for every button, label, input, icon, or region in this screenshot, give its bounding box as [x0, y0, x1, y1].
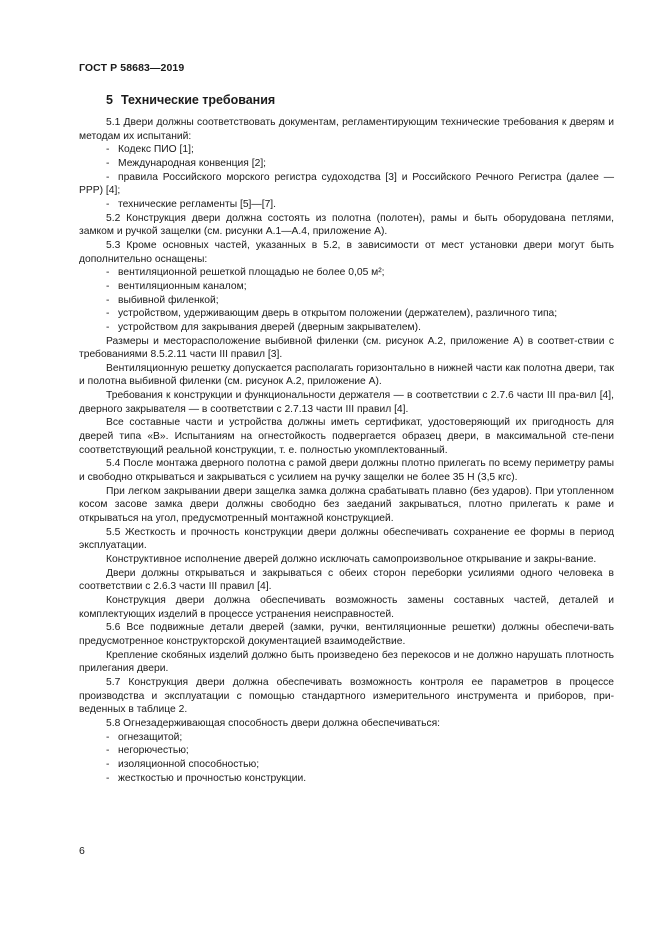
dash-bullet: - [106, 294, 110, 306]
paragraph: Двери должны открываться и закрываться с обеих сторон переборки усилиями одного человека в соответствии с 2.6.3 части III правил [4]. [79, 567, 614, 593]
paragraph-5-6: 5.6 Все подвижные детали дверей (замки, ручки, вентиляционные решетки) должны обеспечи-вать предусмотренное конструкторской документацией взаимодействие. [79, 622, 614, 647]
paragraph-5-2: 5.2 Конструкция двери должна состоять из полотна (полотен), рамы и быть оборудована петлями, замком и ручкой защелки (см. рисунки А.1—А.4, приложение А). [79, 212, 614, 238]
list-item [79, 758, 614, 772]
standard-header: ГОСТ Р 58683—2019 [79, 62, 185, 74]
paragraph: Вентиляционную решетку допускается располагать горизонтально в нижней части как полотна двери, так и полотна выбивной филенки (см. рисунок А.2, приложение А). [79, 362, 614, 388]
list-item-text: технические регламенты [5]—[7]. [118, 198, 277, 210]
list-item-text: изоляционной способностью; [118, 758, 260, 770]
list-item [79, 294, 614, 308]
list-item [79, 731, 614, 745]
list-item [79, 321, 614, 335]
paragraph-5-8: 5.8 Огнезадерживающая способность двери должна обеспечиваться: [106, 717, 441, 729]
paragraph-5-1: 5.1 Двери должны соответствовать документам, регламентирующим технические требования к дверям и методам их испытаний: [79, 117, 614, 142]
dash-bullet: - [106, 758, 110, 770]
list-item-text: огнезащитой; [118, 731, 183, 743]
list-item [79, 772, 614, 786]
list-item [79, 744, 614, 758]
dash-bullet: - [106, 321, 110, 333]
paragraph: Все составные части и устройства должны иметь сертификат, удостоверяющий их пригодность для дверей типа «В». Испытаниям на огнестойкость подвергается образец двери, в максимальной сте-пени соответствующий реальной конструкции, т. е. полностью укомплектованный. [79, 417, 614, 456]
list-item-text: выбивной филенкой; [118, 294, 219, 306]
list-item-text: негорючестью; [118, 745, 189, 757]
dash-bullet: - [106, 171, 110, 183]
section-title: Технические требования [120, 93, 276, 107]
paragraph: При легком закрывании двери защелка замка должна срабатывать плавно (без ударов). При утопленном косом засове замка двери должны свободно без заеданий закрываться, плотно прилегать к раме и открываться на угол, предусмотренный монтажной конструкцией. [79, 485, 614, 525]
paragraph: Крепление скобяных изделий должно быть произведено без перекосов и не должно нарушать плотность прилегания двери. [79, 649, 614, 675]
list-item-text: вентиляционным каналом; [118, 280, 247, 292]
list-item-text: Международная конвенция [2]; [118, 157, 267, 169]
list-item [79, 198, 614, 212]
section-body [79, 116, 614, 785]
dash-bullet: - [106, 144, 110, 156]
dash-bullet: - [106, 745, 110, 757]
list-item-text: Кодекс ПИО [1]; [118, 144, 194, 156]
dash-bullet: - [106, 198, 110, 210]
paragraph: Размеры и месторасположение выбивной филенки (см. рисунок А.2, приложение А) в соответ-ствии с требованиями 8.5.2.11 части III правил [3]. [79, 335, 614, 361]
list-item [79, 157, 614, 171]
list-item [79, 307, 614, 321]
dash-bullet: - [106, 308, 110, 320]
paragraph-5-3: 5.3 Кроме основных частей, указанных в 5.2, в зависимости от мест установки двери могут быть дополнительно оснащены: [79, 239, 614, 265]
dash-bullet: - [106, 267, 110, 279]
paragraph: Конструкция двери должна обеспечивать возможность замены составных частей, деталей и комплектующих изделий в процессе устранения неисправностей. [79, 594, 614, 620]
paragraph-5-4: 5.4 После монтажа дверного полотна с рамой двери должны плотно прилегать по всему периметру рамы и свободно открываться и закрываться с усилием на ручку защелки не более 35 Н (3,5 кгс). [79, 458, 614, 484]
dash-bullet: - [106, 280, 110, 292]
paragraph: Требования к конструкции и функциональности держателя — в соответствии с 2.7.6 части III пра-вил [4], дверного закрывателя — в соответствии с 2.7.13 части III правил [4]. [79, 390, 614, 415]
paragraph-5-5: 5.5 Жесткость и прочность конструкции двери должны обеспечивать сохранение ее формы в период эксплуатации. [79, 526, 614, 552]
section-heading [106, 93, 275, 107]
paragraph-5-7: 5.7 Конструкция двери должна обеспечивать возможность контроля ее параметров в процессе производства и эксплуатации с помощью стандартного измерительного инструмента и приборов, при-веденных в таблице 2. [79, 676, 614, 716]
list-item-text: устройством, удерживающим дверь в открытом положении (держателем), различного типа; [118, 308, 558, 320]
list-item-text: правила Российского морского регистра судоходства [3] и Российского Речного Регистра (далее — РРР) [4]; [79, 171, 614, 197]
dash-bullet: - [106, 157, 110, 169]
paragraph: Конструктивное исполнение дверей должно исключать самопроизвольное открывание и закры-вание. [106, 554, 597, 565]
section-number: 5 [106, 93, 113, 107]
list-item [79, 266, 614, 280]
list-item-text: вентиляционной решеткой площадью не более 0,05 м²; [118, 267, 385, 279]
list-item-text: устройством для закрывания дверей (дверным закрывателем). [118, 321, 421, 333]
page-number: 6 [79, 845, 85, 857]
list-item [79, 280, 614, 294]
list-item [79, 143, 614, 157]
list-item-text: жесткостью и прочностью конструкции. [118, 772, 307, 784]
dash-bullet: - [106, 772, 110, 784]
dash-bullet: - [106, 731, 110, 743]
list-item [79, 171, 614, 198]
